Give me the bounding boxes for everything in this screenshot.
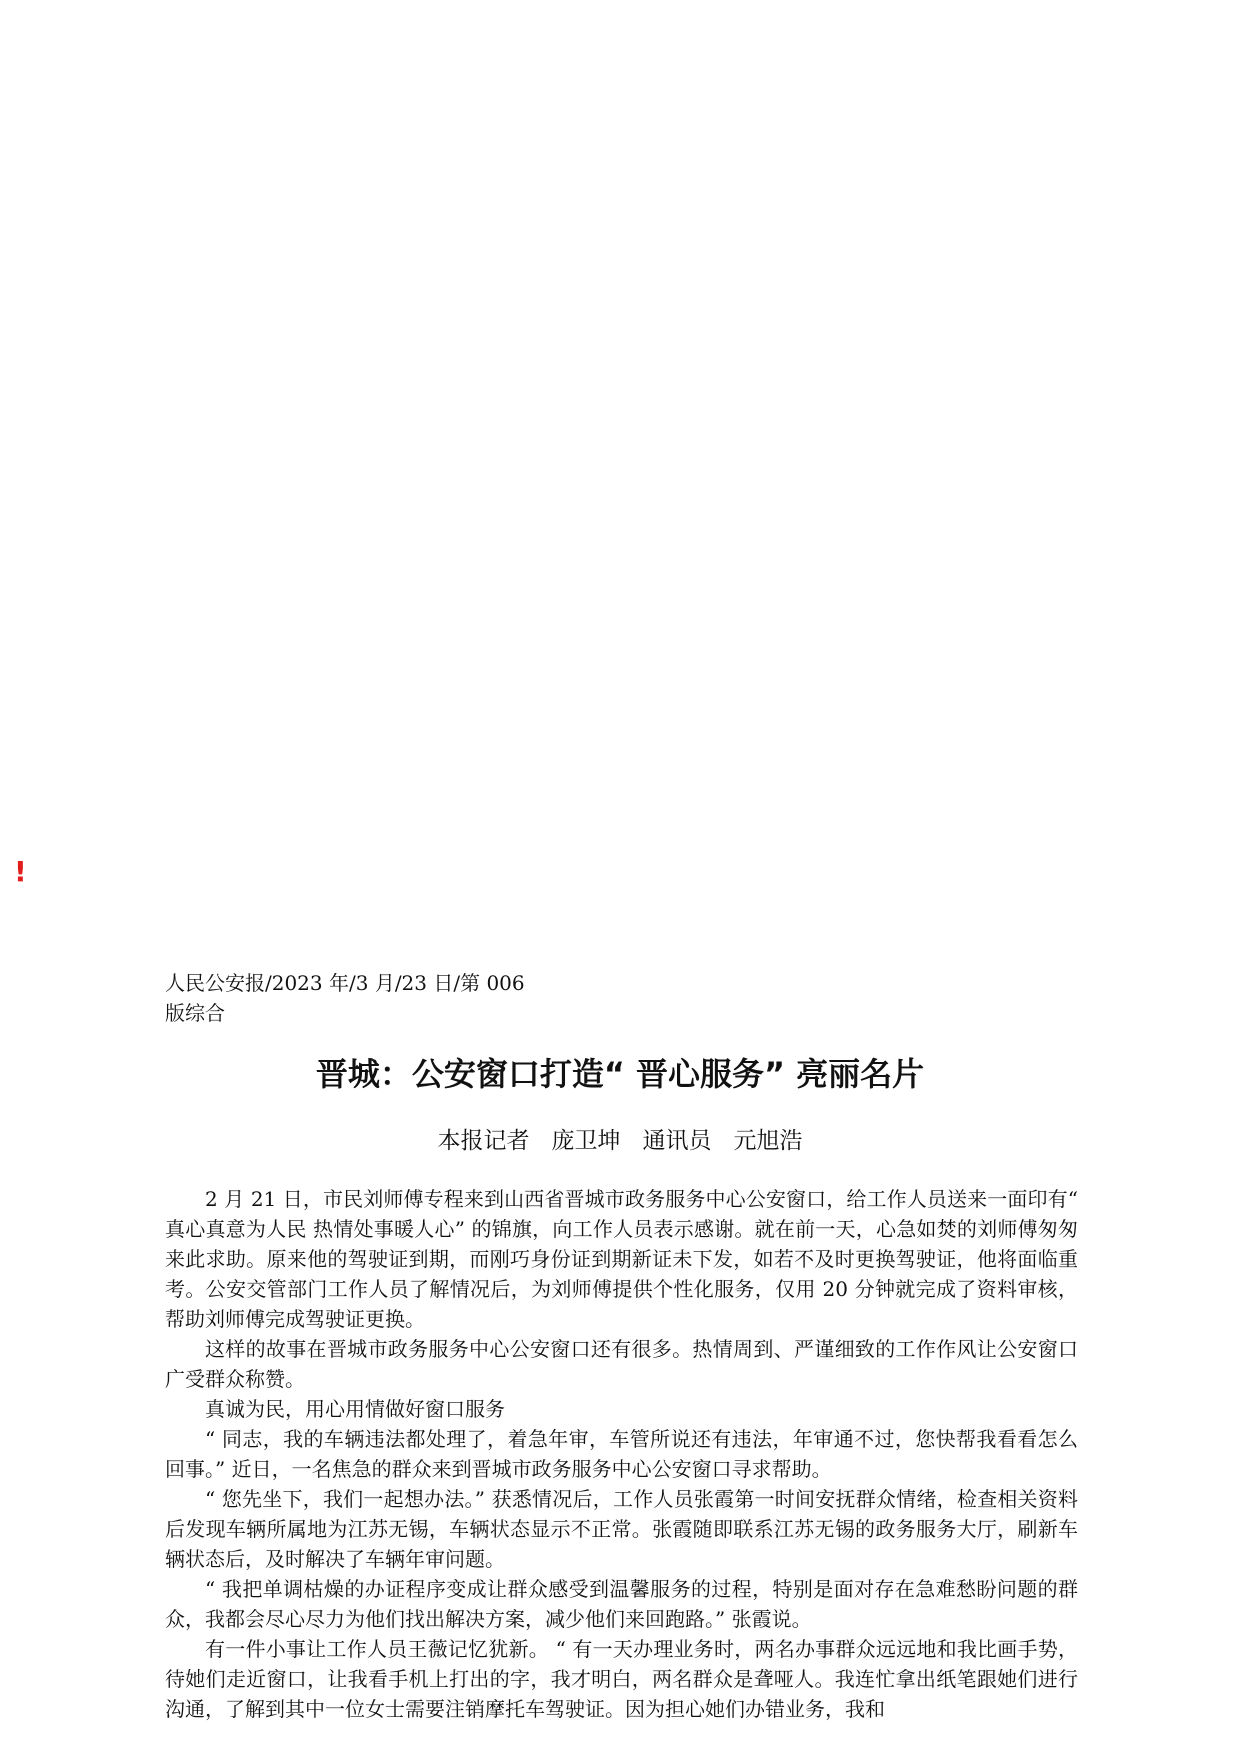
paragraph-6: 有一件小事让工作人员王薇记忆犹新。 “ 有一天办理业务时，两名办事群众远远地和我比画手势，待她们走近窗口，让我看手机上打出的字，我才明白，两名群众是聋哑人。我连忙拿出纸笔跟她们进行沟通，了解到其中一位女士需要注销摩托车驾驶证。因为担心她们办错业务，我和 xyxy=(165,1637,1078,1721)
source-line-2: 版综合 xyxy=(165,1001,225,1025)
article-headline: 晋城：公安窗口打造“ 晋心服务” 亮丽名片 xyxy=(315,1055,925,1093)
paragraph-2: 这样的故事在晋城市政务服务中心公安窗口还有很多。热情周到、严谨细致的工作作风让公安窗口广受群众称赞。 xyxy=(165,1337,1078,1391)
byline-role-correspondent: 通讯员 xyxy=(642,1128,712,1154)
red-exclamation-mark: ! xyxy=(14,855,27,888)
source-line-1: 人民公安报/2023 年/3 月/23 日/第 006 xyxy=(165,971,525,995)
paragraph-5: “ 我把单调枯燥的办证程序变成让群众感受到温馨服务的过程，特别是面对存在急难愁盼问题的群众，我都会尽心尽力为他们找出解决方案，减少他们来回跑路。” 张霞说。 xyxy=(165,1577,1078,1631)
article-body xyxy=(165,1184,1078,1724)
byline-name-correspondent: 元旭浩 xyxy=(733,1128,803,1154)
paragraph-3: “ 同志，我的车辆违法都处理了，着急年审，车管所说还有违法，年审通不过，您快帮我看看怎么回事。” 近日，一名焦急的群众来到晋城市政务服务中心公安窗口寻求帮助。 xyxy=(165,1427,1078,1481)
source-line xyxy=(165,968,605,1028)
byline xyxy=(0,1124,1240,1158)
paragraph-1: 2 月 21 日，市民刘师傅专程来到山西省晋城市政务服务中心公安窗口，给工作人员送来一面印有“ 真心真意为人民 热情处事暖人心” 的锦旗，向工作人员表示感谢。就在前一天，心急如焚的刘师傅匆匆来此求助。原来他的驾驶证到期，而刚巧身份证到期新证未下发，如若不及时更换驾驶证，他将面临重考。公安交管部门工作人员了解情况后，为刘师傅提供个性化服务，仅用 20 分钟就完成了资料审核，帮助刘师傅完成驾驶证更换。 xyxy=(165,1187,1078,1331)
byline-role-reporter: 本报记者 xyxy=(437,1128,530,1154)
section-subheading: 真诚为民，用心用情做好窗口服务 xyxy=(205,1397,505,1421)
byline-name-reporter: 庞卫坤 xyxy=(551,1128,621,1154)
paragraph-4: “ 您先坐下，我们一起想办法。” 获悉情况后，工作人员张霞第一时间安抚群众情绪，检查相关资料后发现车辆所属地为江苏无锡，车辆状态显示不正常。张霞随即联系江苏无锡的政务服务大厅，刷新车辆状态后，及时解决了车辆年审问题。 xyxy=(165,1487,1078,1571)
